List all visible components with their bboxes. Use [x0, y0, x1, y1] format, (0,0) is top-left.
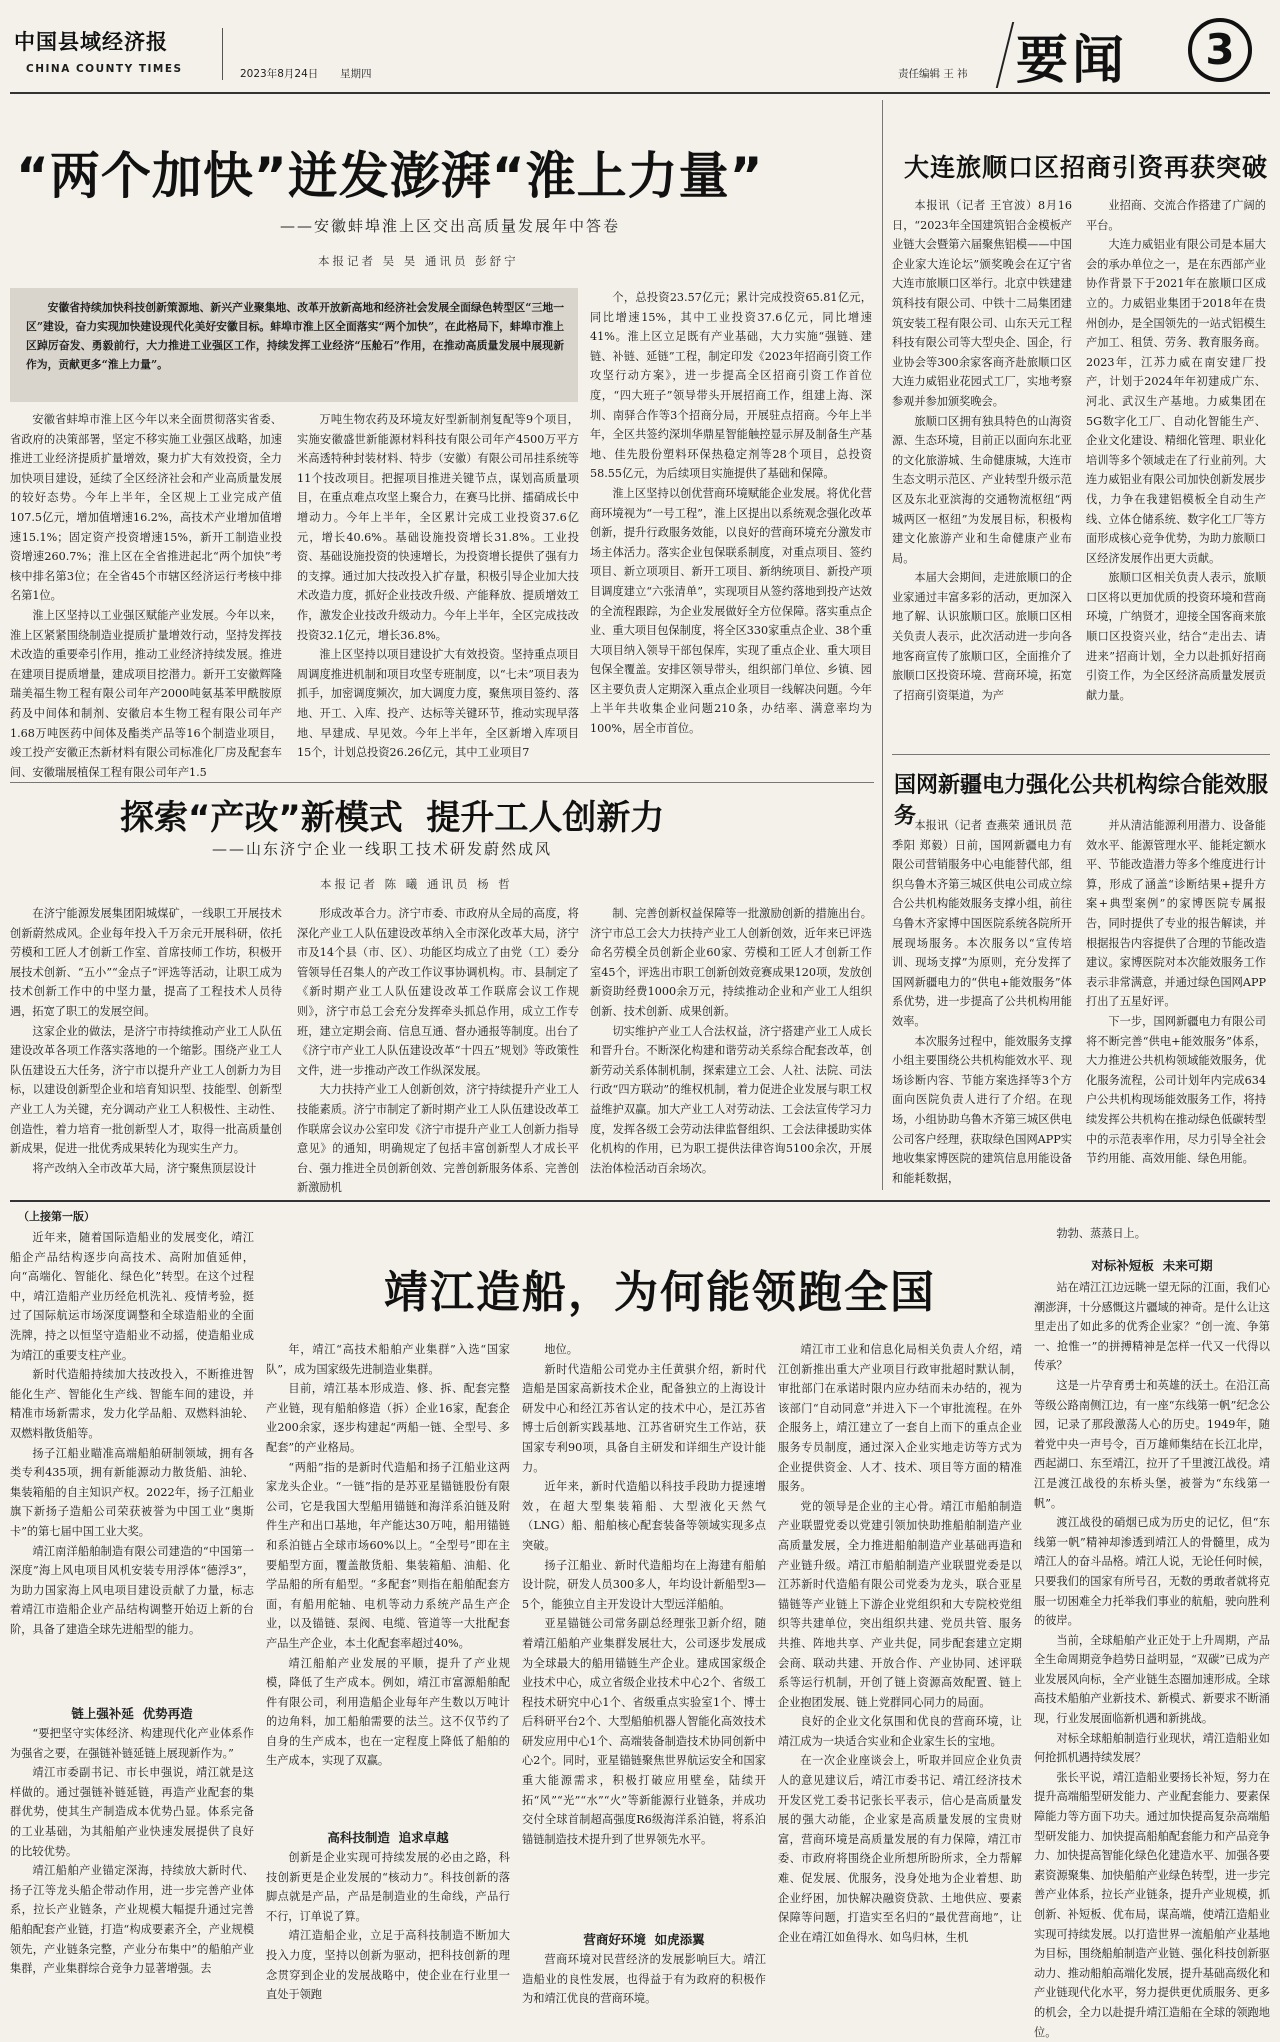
article3-col1: 在济宁能源发展集团阳城煤矿，一线职工开展技术创新蔚然成风。企业每年投入千万余元开展科研，依托劳模和工匠人才创新工作室、首席技师工作坊，积极开展技术创新、“五小”“金点子”评选等活动，让职工成为技术创新工作中的中坚力量，提高了工程技术人员待遇，拓宽了职工的发展空间。 这家企业的做法，是济宁市持续推动产业工人队伍建设改革各项工作落实落地的一个缩影。围绕产业工人队伍建设五大任务，济宁市以提升产业工人创新力为目标，以建设创新型企业和培育知识型、技能型、创新型产业工人为关键，充分调动产业工人积极性、主动性、创造性，着力培育一批创新型人才，取得一批高质量创新成果，促进一批优秀成果转化为现实生产力。 将产改纳入全市改革大局，济宁聚焦顶层设计	[10, 907, 282, 1175]
article5-title: 靖江造船，为何能领跑全国	[384, 1267, 936, 1318]
masthead-divider	[222, 28, 223, 80]
article5-subhead-chain: 链上强补延 优势再造	[71, 1706, 193, 1721]
article1-col1: 安徽省蚌埠市淮上区今年以来全面贯彻落实省委、省政府的决策部署，坚定不移实施工业强区战略，加速推进工业经济提质扩量增效，聚力扩大有效投资，全力加快项目建设，延续了全区经济社会和产业高质量发展的较好态势。今年上半年，全区规上工业完成产值107.5亿元，增加值增速16.2%，高技术产业增加值增速15.1%；固定资产投资增速15%，新开工制造业投资增速260.7%；淮上区在全省推进起北“两个加快”考核中排名第3位；在全省45个市辖区经济运行考核中排名第1位。 淮上区坚持以工业强区赋能产业发展。今年以来，淮上区紧紧围绕制造业提质扩量增效行动，坚持发挥技术改造的重要牵引作用，推动工业经济持续发展。推进在建项目提质增量，建成项目挖潜力。新开工安徽辉隆瑞美福生物工程有限公司年产2000吨氨基苯甲酰胺原药及中间体和制剂、安徽启本生物工程有限公司年产1.68万吨医药中间体及酯类产品等16个制造业项目，竣工投产安徽正杰新材料有限公司标准化厂房及配套车间、安徽瑞展植保工程有限公司年产1.5	[10, 413, 282, 779]
article3-col3: 制、完善创新权益保障等一批激励创新的措施出台。济宁市总工会大力扶持产业工人创新创效，近年来已评选命名劳模全员创新企业60家、劳模和工匠人才创新工作室45个，评选出市职工创新创效竞赛成果120项，发放创新资助经费1000余万元，持续推动企业和产业工人组织创新、技术创新、成果创新。 切实维护产业工人合法权益，济宁搭建产业工人成长和晋升台。不断深化构建和谐劳动关系综合配套改革，创新劳动关系体制机制，探索建立工会、人社、法院、司法行政“四方联动”的维权机制，着力促进企业发展与职工权益维护双赢。加大产业工人对劳动法、工会法宣传学习力度，发挥各级工会劳动法律监督组织、工会法律援助实体化机构的作用，已为职工提供法律咨询5100余次，开展法治体检活动百余场次。	[590, 907, 872, 1175]
article5-col2: 年，靖江“高技术船舶产业集群”入选“国家队”，成为国家级先进制造业集群。 目前，靖江基本形成造、修、拆、配套完整产业链，现有船舶修造（拆）企业16家，配套企业200余家，逐步构建起“两船一链、全型号、多配套”的产业格局。 “两船”指的是新时代造船和扬子江船业这两家龙头企业。“一链”指的是苏亚星锚链股份有限公司，它是我国大型船用锚链和海洋系泊链及附件生产和出口基地，年产能达30万吨，船用锚链和系泊链占全球市场60%以上。“全型号”即在主要船型方面，覆盖散货船、集装箱船、油船、化学品船的所有船型。“多配套”则指在船舶配套方面，有船用舵轴、电机等动力系统产品生产企业，以及锚链、泵阀、电缆、管道等一大批配套产品生产企业，本土化配套率超过40%。 靖江船舶产业发展的平顺，提升了产业规模，降低了生产成本。例如，靖江市富源船舶配件有限公司，利用造船企业每年产生数以万吨计的边角料，加工船舶需要的法兰。这不仅节约了自身的生产成本，也在一定程度上降低了船舶的生产成本，实现了双赢。	[266, 1343, 510, 1768]
page-number-badge	[1188, 18, 1252, 82]
right-column-rule	[882, 100, 883, 1190]
article3-byline: 本报记者 陈 曦 通讯员 杨 哲	[320, 877, 513, 891]
masthead-rule	[10, 92, 1270, 94]
article5-col2b: 创新是企业实现可持续发展的必由之路，科技创新更是企业发展的“核动力”。科技创新的落脚点就是产品，产品是制造业的生命线，产品行不行，订单说了算。 靖江造船企业，立足于高科技制造不断加大投入力度，坚持以创新为驱动，把科技创新的理念贯穿到企业的发展战略中，使企业在行业里一直处于领跑	[266, 1851, 510, 2002]
article1-col2: 万吨生物农药及环境友好型新制剂复配等9个项目，实施安徽盛世新能源材料科技有限公司年产4500万平方米高透特种封装材料、特步（安徽）有限公司吊挂系统等11个技改项目。把握项目推进关键节点，谋划高质量项目，在重点难点攻坚上聚合力，在赛马比拼、擂硝成长中增动力。今年上半年，全区累计完成工业投资37.6亿元，增长40.6%。基础设施投资增长31.8%。工业投资、基础设施投资的快速增长，为投资增长提供了强有力的支撑。通过加大技改投入扩存量，积极引导企业加大技术改造力度，抓好企业技改升级、产能释放、提质增效工作，激发企业技改升级动力。今年上半年，全区完成技改投资32.1亿元，增长36.8%。 淮上区坚持以项目建设扩大有效投资。坚持重点项目周调度推进机制和项目攻坚专班制度，以“七未”项目表为抓手，加密调度频次，加大调度力度，聚焦项目签约、落地、开工、入库、投产、达标等关键环节，推动实现早落地、早建成、早见效。今年上半年，全区新增入库项目15个，计划总投资26.26亿元，其中工业项目7	[297, 413, 579, 760]
section-slash	[996, 22, 1014, 88]
article1-lead: 安徽省持续加快科技创新策源地、新兴产业聚集地、改革开放新高地和经济社会发展全面绿色转型区“三地一区”建设，奋力实现加快建设现代化美好安徽目标。蚌埠市淮上区全面落实“两个加快”，在此格局下，蚌埠市淮上区踔厉奋发、勇毅前行，大力推进工业强区工作，持续发挥工业经济“压舱石”作用，在推动高质量发展中展现新作为，贡献更多“淮上力量”。	[26, 301, 564, 371]
article5-col5b: 站在靖江江边远眺一望无际的江面，我们心潮澎湃，十分感慨这片疆域的神奇。是什么让这里走出了如此多的优秀企业家？“创一流、争第一、抢惟一”的拼搏精神是怎样一代又一代得以传承？ 这是一片孕育勇士和英雄的沃土。在沿江高等级公路南侧江边，有一座“东线第一帆”纪念公园，记录了那段激荡人心的历史。1949年，随着党中央一声号令，百万雄师集结在长江北岸，西起湖口、东至靖江，拉开了千里渡江战役。靖江是渡江战役的东桥头堡，被誉为“东线第一帆”。 渡江战役的硝烟已成为历史的记忆，但“东线第一帆”精神却渗透到靖江人的骨髓里，成为靖江人的奋斗品格。靖江人说，无论任何时候，只要我们的国家有所号召，无数的勇敢者就将克服一切困难全力托举我们事业的航船，驶向胜利的彼岸。 当前，全球船舶产业正处于上升周期，产品全生命周期竞争趋势日益明显，“双碳”已成为产业发展风向标，全产业链生态圈加速形成。全球高技术船舶产业新技术、新模式、新要求不断涌现，行业发展面临新机遇和新挑战。 对标全球船舶制造行业现状，靖江造船业如何抢抓机遇持续发展？ 张长平说，靖江造船业要扬长补短，努力在提升高端船型研发能力、产业配套能力、要素保障能力等方面下功夫。通过加快提高复杂高端船型研发能力、加快提高船舶配套能力和产品竞争力、加快提高智能化绿色化建造水平、加强各要素资源聚集、加快船舶产业绿色转型，进一步完善产业体系，拉长产业链条，提升产业规模，抓创新、补短板、优布局，谋高端，使靖江造船业实现可持续发展。以打造世界一流船舶产业基地为目标，围绕船舶制造产业链、强化科技创新驱动力、推动船舶高端化发展，提升基础高级化和产业链现代化水平，努力提供更优质服务、更多的机会，全力以赴提升靖江造船在全球的领跑地位。	[1034, 1281, 1270, 2039]
article1-subtitle: ——安徽蚌埠淮上区交出高质量发展年中答卷	[280, 217, 621, 235]
page-number: 3	[1205, 25, 1235, 74]
article4-col1: 本报讯（记者 查燕荣 通讯员 范季阳 郑毅）日前，国网新疆电力有限公司营销服务中心电能替代部，组织乌鲁木齐第三城区供电公司成立综合公共机构能效服务支撑小组，前往乌鲁木齐家博中国医院系统各院所开展现场服务。本次服务以“宣传培训、现场支撑”为原则，充分发挥了国网新疆电力的“供电+能效服务”体系优势，进一步提高了公共机构用能效率。 本次服务过程中，能效服务支撑小组主要围绕公共机构能效水平、现场诊断内容、节能方案选择等3个方面向医院负责人进行了介绍。在现场，小组协助乌鲁木齐第三城区供电公司客户经理，获取绿色国网APP实地收集家博医院的建筑信息用能设备和能耗数据，	[892, 819, 1072, 1185]
editor-credit: 责任编辑 王 祎	[898, 68, 968, 80]
issue-weekday: 星期四	[340, 68, 372, 80]
article5-col3b: 营商环境对民营经济的发展影响巨大。靖江造船业的良性发展，也得益于有为政府的积极作为和靖江优良的营商环境。	[522, 1953, 766, 2006]
article2-col1: 本报讯（记者 王官波）8月16日，“2023年全国建筑铝合金模板产业链大会暨第六届聚焦铝模——中国企业家大连论坛”颁奖晚会在辽宁省大连市旅顺口区举行。北京中铁建建筑科技有限公司、中铁十二局集团建筑安装工程有限公司、山东天元工程科技有限公司等大型央企、国企，行业协会等300余家客商齐赴旅顺口区大连力威铝业花园式工厂，实地考察参观并参加颁奖晚会。 旅顺口区拥有独具特色的山海资源、生态环境，目前正以面向东北亚的文化旅游城、生命健康城，大连市生态文明示范区、产业转型升级示范区及东北亚滨海的交通物流枢纽“两城两区一枢纽”为发展目标，积极构建文化旅游产业和生命健康产业布局。 本届大会期间，走进旅顺口的企业家通过丰富多彩的活动，更加深入地了解、认识旅顺口区。旅顺口区相关负责人表示，此次活动进一步向各地客商宣传了旅顺口区，全面推介了旅顺口区投资环境、营商环境，拓宽了招商引资渠道，为产	[892, 199, 1072, 702]
article3-subtitle: ——山东济宁企业一线职工技术研发蔚然成风	[212, 840, 553, 858]
article1-title: “两个加快”迸发澎湃“淮上力量”	[16, 147, 764, 205]
article3-col2: 形成改革合力。济宁市委、市政府从全局的高度，将深化产业工人队伍建设改革纳入全市深化改革大局，济宁市及14个县（市、区）、功能区均成立了由党（工）委分管领导任召集人的产改工作议事协调机构。市、县制定了《新时期产业工人队伍建设改革工作联席会议工作规则》，济宁市总工会充分发挥牵头抓总作用，成立工作专班，建立定期会商、信息互通、督办通报等制度。出台了《济宁市产业工人队伍建设改革“十四五”规划》等政策性文件，进一步推动产改工作纵深发展。 大力扶持产业工人创新创效，济宁持续提升产业工人技能素质。济宁市制定了新时期产业工人队伍建设改革工作联席会议办公室印发《济宁市提升产业工人创新力指导意见》的通知，明确规定了包括丰富创新型人才成长平台、强力推进全员创新创效、完善创新服务体系、完善创新激励机	[297, 907, 579, 1195]
article3-top-rule	[10, 782, 874, 783]
article1-col3: 个，总投资23.57亿元；累计完成投资65.81亿元，同比增速15%，其中工业投资37.6亿元，同比增速41%。淮上区立足既有产业基础，大力实施“强链、建链、补链、延链”工程，制定印发《2023年招商引资工作攻坚行动方案》，进一步提高全区招商引资工作首位度，“四大班子”领导带头开展招商工作，组建上海、深圳、南驿合作等3个招商分局，开展驻点招商。今年上半年，全区共签约深圳华鼎星智能触控显示屏及制备生产基地、佳先股份塑料环保热稳定剂等28个项目，总投资58.55亿元，为后续项目实施提供了基础和保障。 淮上区坚持以创优营商环境赋能企业发展。将优化营商环境视为“一号工程”，淮上区提出以系统观念强化改革创新，提升行政服务效能，以良好的营商环境充分激发市场主体活力。落实企业包保联系制度，对重点项目、签约项目、新立项项目、新开工项目、新纳统项目、新投产项目调度建立“六张清单”，实现项目从签约落地到投产达效的全流程跟踪，为企业发展做好全方位保障。落实重点企业、重大项目包保制度，将全区330家重点企业、38个重大项目纳入领导干部包保库，实现了重点企业、重大项目包保全覆盖。安排区领导带头，组织部门单位、乡镇、园区主要负责人定期深入重点企业项目一线解决问题。今年上半年共收集企业问题210条，办结率、满意率均为100%，居全市首位。	[590, 291, 872, 736]
paper-name-en: CHINA COUNTY TIMES	[26, 63, 183, 75]
article4-col2: 并从清洁能源利用潜力、设备能效水平、能源管理水平、能耗定额水平、节能改造潜力等多个维度进行计算，形成了涵盖“诊断结果+提升方案+典型案例”的家博医院专属报告，同时提供了专业的报告解读，并根据报告内容提供了合理的节能改造建议。家博医院对本次能效服务工作表示非常满意，并通过绿色国网APP打出了五星好评。 下一步，国网新疆电力有限公司将不断完善“供电+能效服务”体系，大力推进公共机构领域能效服务，优化服务流程，公司计划年内完成634户公共机构现场能效服务工作，将持续发挥公共机构在推动绿色低碳转型中的示范表率作用，尽力引导全社会节约用能、高效用能、绿色用能。	[1086, 819, 1266, 1166]
article1-lead-box	[10, 288, 578, 402]
masthead	[0, 0, 1280, 92]
article5-top-rule	[10, 1200, 1270, 1202]
article5-col5a: 勃勃、蒸蒸日上。	[1056, 1227, 1146, 1240]
article2-col2: 业招商、交流合作搭建了广阔的平台。 大连力威铝业有限公司是本届大会的承办单位之一，是在东西部产业协作背景下于2021年在旅顺口区成立的。力威铝业集团于2018年在贵州创办，是全国领先的一站式铝模生产加工、租赁、劳务、教育服务商。2023年，江苏力威在南安建厂投产，计划于2024年年初建成广东、河北、武汉生产基地。力威集团在5G数字化工厂、自动化智能生产、企业文化建设、精细化管理、职业化培训等多个领域走在了行业前列。大连力威铝业有限公司加快创新发展步伐，力争在我建铝模板全自动生产线、立体仓储系统、数字化工厂等方面形成核心竞争优势，为助力旅顺口区经济发展作出更大贡献。 旅顺口区相关负责人表示，旅顺口区将以更加优质的投资环境和营商环境，广纳贤才，迎接全国客商来旅顺口区投资兴业，结合“走出去、请进来”招商计划，全力以赴抓好招商引资工作，为全区经济高质量发展贡献力量。	[1086, 199, 1266, 702]
article2-title: 大连旅顺口区招商引资再获突破	[904, 153, 1269, 182]
article5-subhead-env: 营商好环境 如虎添翼	[583, 1932, 705, 1947]
article5-col1b: “要把坚守实体经济、构建现代化产业体系作为强省之要，在强链补链延链上展现新作为。” 靖江市委副书记、市长申强说，靖江就是这样做的。通过强链补链延链，再造产业配套的集群优势，使其生产制造成本优势凸显。体系完备的工业基础，为其船舶产业快速发展提供了良好的比较优势。 靖江船舶产业锚定深海，持续放大新时代、扬子江等龙头船企带动作用，进一步完善产业体系，拉长产业链条，产业规模大幅提升通过完善船舶配套产业链，打造“构成要素齐全，产业规模领先，产业链条完整，产业分布集中”的船舶产业集群，产业集群综合竞争力显著增强。去	[10, 1727, 254, 1976]
paper-name: 中国县域经济报	[14, 29, 168, 54]
article4-title: 国网新疆电力强化公共机构综合能效服务	[894, 773, 1269, 829]
article5-col1a: 近年来，随着国际造船业的发展变化，靖江船企产品结构逐步向高技术、高附加值延伸，向“高端化、智能化、绿色化”转型。在这个过程中，靖江造船产业历经危机洗礼、疫情考验，挺过了国际航运市场深度调整和全球造船业的全面洗牌，持之以恒坚守造船业不动摇，使造船业成为靖江的重要支柱产业。 新时代造船持续加大技改投入，不断推进智能化生产、智能化生产线、智能车间的建设，并精准市场新需求，发力化学品船、双燃料油轮、双燃料散货船等。 扬子江船业瞄准高端船舶研制领域，拥有各类专利435项，拥有新能源动力散货船、油轮、集装箱船的自主知识产权。2022年，扬子江船业旗下新扬子造船公司荣获被誉为中国工业“奥斯卡”的第七届中国工业大奖。 靖江南洋船舶制造有限公司建造的“中国第一深度”海上风电项目风机安装专用浮体“德浮3”，为助力国家海上风电项目建设贡献了力量，标志着靖江市造船企业产品结构调整开始迈上新的台阶，具备了建造全球先进船型的能力。	[10, 1231, 254, 1636]
issue-date: 2023年8月24日	[240, 68, 319, 80]
article5-col3: 地位。 新时代造船公司党办主任黄骐介绍，新时代造船是国家高新技术企业，配备独立的上海设计研发中心和经江苏省认定的技术中心，是江苏省博士后创新实践基地、江苏省研究生工作站，获国家专利90项，具备自主研发和详细生产设计能力。 近年来，新时代造船以科技手段助力提速增效，在超大型集装箱船、大型液化天然气（LNG）船、船舶核心配套装备等领域实现多点突破。 扬子江船业、新时代造船均在上海建有船舶设计院，研发人员300多人，年均设计新船型3—5个，能独立自主开发设计大型远洋船舶。 亚星锚链公司常务副总经理张卫新介绍，随着靖江船舶产业集群发展壮大，公司逐步发展成为全球最大的船用锚链生产企业。建成国家级企业技术中心，成立省级企业技术中心2个、省级工程技术研究中心1个、省级重点实验室1个、博士后科研平台2个、大型船舶机器人智能化高效技术研发应用中心1个、高端装备制造技术协同创新中心2个。同时，亚星锚链聚焦世界航运安全和国家重大能源需求，积极打破应用壁垒，陆续开拓“风”“光”“水”“火”等新能源行业链条，并成功交付全球首制超高强度R6级海洋系泊链，将系泊锚链制造技术提升到了世界领先水平。	[522, 1343, 766, 1846]
section-title: 要闻	[1016, 30, 1129, 91]
article5-subhead-tech: 高科技制造 追求卓越	[327, 1830, 449, 1845]
article5-col4: 靖江市工业和信息化局相关负责人介绍，靖江创新推出重大产业项目行政审批超时默认制，审批部门在承诺时限内应办结而未办结的，视为该部门“自动同意”并进入下一个审批流程。在外企服务上，靖江建立了一套自上而下的重点企业服务专员制度，通过深入企业实地走访等方式为企业提供资金、人才、技术、项目等方面的精准服务。 党的领导是企业的主心骨。靖江市船舶制造产业联盟党委以党建引领加快助推船舶制造产业高质量发展，全力推进船舶制造产业基础再造和产业链升级。靖江市船舶制造产业联盟党委是以江苏新时代造船有限公司党委为龙头，联合亚星锚链等产业链上下游企业党组织和大专院校党组织等共建单位，突出组织共建、党员共管、服务共推、阵地共享、产业共促，同步配套建立定期会商、联动共建、开放合作、产业协同、述评联系等运行机制，开创了链上资源高效配置、链上企业抱团发展、链上党群同心同力的局面。 良好的企业文化氛围和优良的营商环境，让靖江成为一块适合实业和企业家生长的宝地。 在一次企业座谈会上，听取并回应企业负责人的意见建议后，靖江市委书记、靖江经济技术开发区党工委书记张长平表示，信心是高质量发展的强大动能，企业家是高质量发展的宝贵财富，营商环境是高质量发展的有力保障，靖江市委、市政府将围绕企业所想所盼所求，全力帮解难、促发展、优服务，没身处地为企业着想、助企业纾困，加快解决融资贷款、土地供应、要素保障等问题，打造实至名归的“最优营商地”，让企业在靖江如鱼得水、如鸟归林，生机	[778, 1343, 1022, 1944]
article1-byline: 本报记者 吴 昊 通讯员 彭舒宁	[318, 254, 519, 268]
article4-top-rule	[892, 754, 1270, 755]
article5-continued: （上接第一版）	[18, 1210, 95, 1223]
article5-subhead-benchmark: 对标补短板 未来可期	[1091, 1258, 1213, 1273]
article3-title: 探索“产改”新模式 提升工人创新力	[120, 798, 665, 838]
